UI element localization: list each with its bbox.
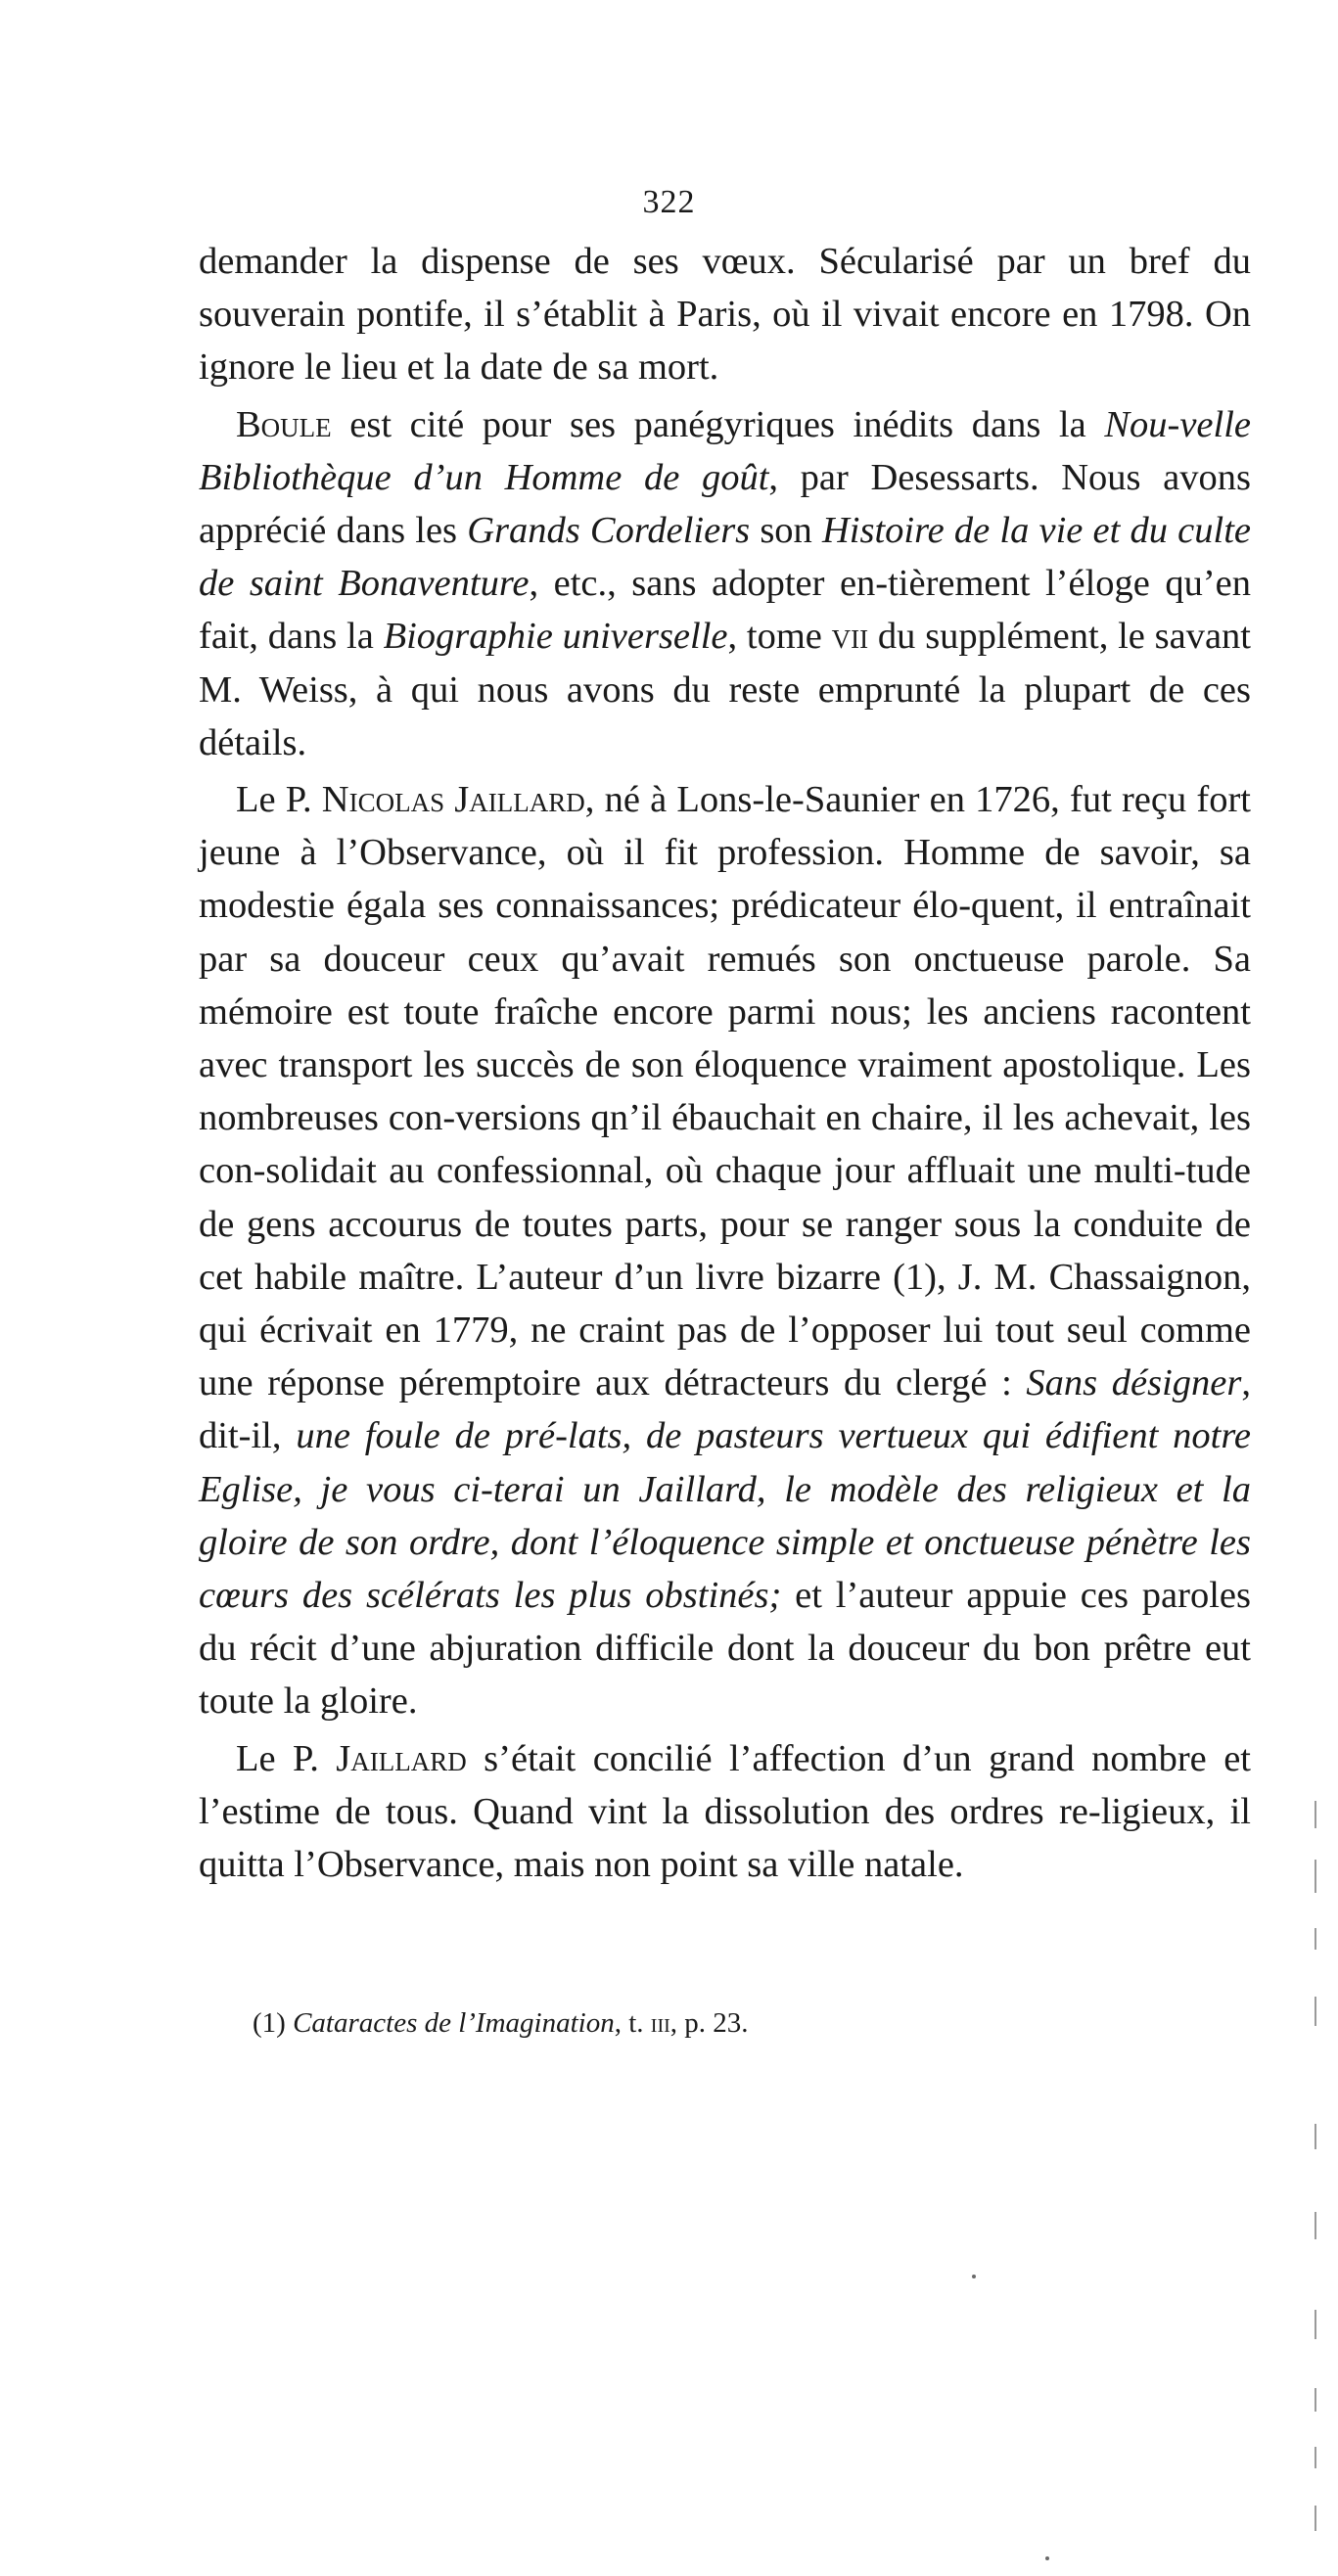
para-4-text-a: Le P.: [236, 1737, 337, 1779]
footnote-volume: iii: [650, 2007, 670, 2039]
quote-sans-designer: Sans désigner: [1026, 1362, 1242, 1404]
scan-speck: [1045, 2556, 1049, 2560]
para-4-text-b: s’était concilié l’affection d’un grand nombre et l’estime de tous. Quand vint la dissolution des ordres re-ligieux, il quitta l’Observance, mais non point sa ville natale.: [199, 1737, 1251, 1886]
name-nicolas-jaillard: Nicolas Jaillard: [321, 779, 585, 821]
page-number: 322: [642, 184, 696, 220]
body-text: [199, 235, 1251, 1891]
para-3-text-c: , dit-il,: [199, 1362, 1251, 1457]
scan-mark: [1315, 2212, 1316, 2239]
para-2-text-b: , par Desessarts. Nous avons apprécié dans les: [199, 456, 1251, 552]
scan-mark: [1315, 1928, 1316, 1950]
para-3-text-a: Le P.: [236, 779, 322, 821]
scan-mark: [1315, 2447, 1316, 2468]
para-2-text-a: est cité pour ses panégyriques inédits dans la: [331, 403, 1105, 445]
paragraph-4: [199, 1732, 1251, 1892]
scan-mark: [1315, 2506, 1316, 2531]
para-2-text-d: , etc., sans adopter en-tièrement l’éloge qu’en fait, dans la: [199, 563, 1251, 658]
para-3-text-b: , né à Lons-le-Saunier en 1726, fut reçu fort jeune à l’Observance, où il fit profession. Homme de savoir, sa modestie égala ses connaissances; prédicateur élo-quent, il entraînait par sa douceur ceux qu’avait remués son onctueuse parole. Sa mémoire est toute fraîche encore parmi nous; les anciens racontent avec transport les succès de son éloquence vraiment apostolique. Les nombreuses con-versions qn’il ébauchait en chaire, il les achevait, les con-solidait au confessionnal, où chaque jour affluait une multi-tude de gens accourus de toutes parts, pour se ranger sous la conduite de cet habile maître. L’auteur d’un livre bizarre (1), J. M. Chassaignon, qui écrivait en 1779, ne craint pas de l’opposer lui tout seul comme une réponse péremptoire aux détracteurs du clergé :: [199, 779, 1252, 1404]
scan-speck: [972, 2275, 976, 2278]
paragraph-1: [199, 235, 1251, 394]
footnote-page-ref: , p. 23.: [669, 2007, 749, 2039]
para-1-text: demander la dispense de ses vœux. Sécularisé par un bref du souverain pontife, il s’établit à Paris, où il vivait encore en 1798. On ignore le lieu et la date de sa mort.: [199, 241, 1251, 389]
para-2-text-c: son: [750, 510, 822, 552]
name-boule: Boule: [236, 403, 332, 445]
name-jaillard: Jaillard: [336, 1737, 467, 1779]
title-biographie-universelle: Biographie universelle: [383, 616, 728, 658]
footnote-marker: (1): [253, 2007, 294, 2039]
para-2-text-e: , tome: [727, 616, 832, 658]
scan-mark: [1315, 1860, 1316, 1893]
title-grands-cordeliers: Grands Cordeliers: [467, 510, 751, 552]
scan-mark: [1315, 1997, 1316, 2026]
para-3-text-d: et l’auteur appuie ces paroles du récit d’une abjuration difficile dont la douceur du bon prêtre eut toute la gloire.: [199, 1575, 1251, 1723]
quote-main: une foule de pré-lats, de pasteurs vertueux qui édifient notre Eglise, je vous ci-terai un Jaillard, le modèle des religieux et la gloire de son ordre, dont l’éloquence simple et onctueuse pénètre les cœurs des scélérats les plus obstinés;: [199, 1415, 1252, 1617]
footnote: [253, 2004, 749, 2042]
scan-mark: [1315, 2310, 1316, 2339]
scan-mark: [1315, 2124, 1316, 2149]
paragraph-3: [199, 773, 1251, 1728]
para-2-text-f: du supplément, le savant M. Weiss, à qui nous avons du reste emprunté la plupart de ces détails.: [199, 616, 1252, 763]
scan-margin-marks: [1315, 1801, 1318, 2545]
paragraph-2: [199, 398, 1251, 769]
tome-number: vii: [831, 616, 869, 658]
title-histoire-bonaventure: Histoire de la vie et du culte de saint Bonaventure: [199, 510, 1251, 605]
scan-mark: [1315, 1801, 1316, 1828]
footnote-title: Cataractes de l’Imagination: [293, 2007, 615, 2039]
title-nouvelle-bibliotheque: Nou-velle Bibliothèque d’un Homme de goût: [199, 403, 1251, 498]
footnote-rest: , t.: [614, 2007, 651, 2039]
scan-mark: [1315, 2388, 1316, 2412]
